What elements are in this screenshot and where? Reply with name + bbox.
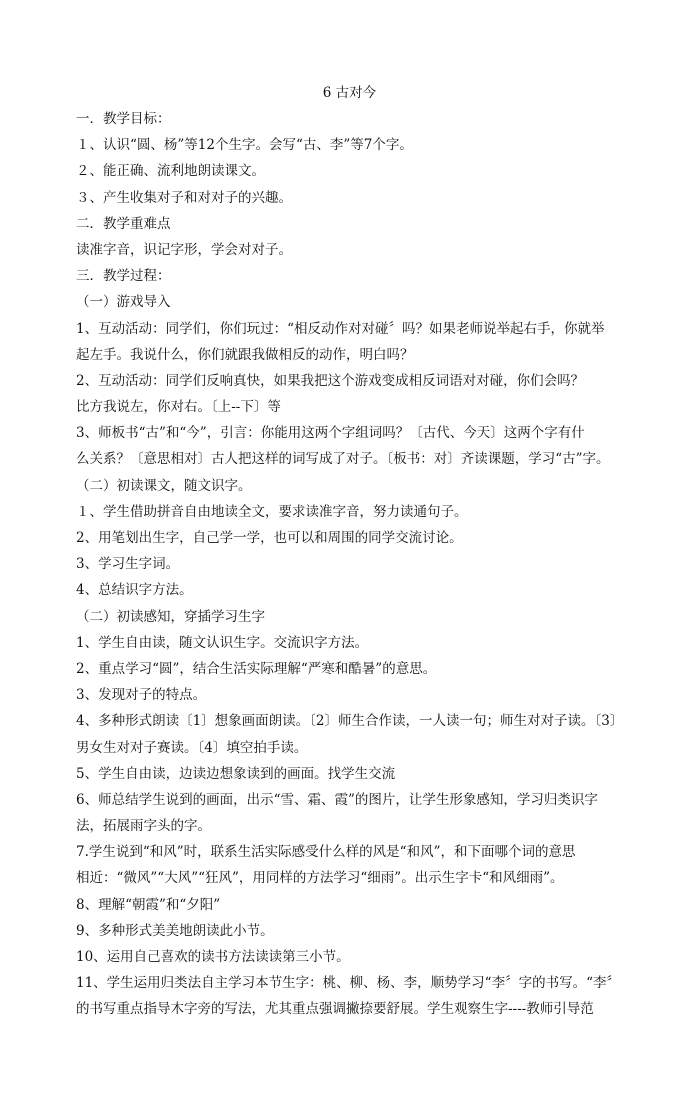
text-line: 一．教学目标： xyxy=(76,111,171,127)
text-line: 11、学生运用归类法自主学习本节生字：桃、柳、杨、李，顺势学习“李〞字的书写。“李〞 xyxy=(76,975,620,992)
text-line: １、学生借助拼音自由地读全文，要求读准字音，努力读通句子。 xyxy=(76,503,468,520)
text-line: ３、产生收集对子和对对子的兴趣。 xyxy=(76,189,292,206)
text-line: 男女生对对子赛读。〔4〕填空拍手读。 xyxy=(76,739,308,756)
text-line: 3、师板书“古”和“今”，引言：你能用这两个字组词吗？〔古代、今天〕这两个字有什 xyxy=(76,425,585,442)
text-line: 2、用笔划出生字，自己学一学，也可以和周围的同学交流讨论。 xyxy=(76,530,463,546)
text-line: 1、互动活动：同学们，你们玩过：“相反动作对对碰〞吗？如果老师说举起右手，你就举 xyxy=(76,320,605,337)
text-line: 10、运用自己喜欢的读书方法读读第三小节。 xyxy=(76,949,350,965)
text-line: 4、多种形式朗读〔1〕想象画面朗读。〔2〕师生合作读，一人读一句；师生对对子读。〔3〕 xyxy=(76,713,624,730)
text-line: １、认识“圆、杨”等12个生字。会写“古、李”等7个字。 xyxy=(76,137,413,154)
document-body xyxy=(76,106,636,1023)
text-line: 2、互动活动：同学们反响真快，如果我把这个游戏变成相反词语对对碰，你们会吗？ xyxy=(76,372,585,389)
text-line: 相近：“微风”“大风”“狂风”，用同样的方法学习“细雨”。出示生字卡“和风细雨”。 xyxy=(76,870,564,887)
text-line: 三．教学过程： xyxy=(76,268,171,285)
text-line: 7.学生说到“和风”时，联系生活实际感受什么样的风是“和风”，和下面哪个词的意思 xyxy=(76,844,576,861)
text-line: 2、重点学习“圆”，结合生活实际理解“严寒和酷暑”的意思。 xyxy=(76,660,437,677)
text-line: 么关系？〔意思相对〕古人把这样的词写成了对子。〔板书：对〕齐读课题，学习“古”字。 xyxy=(76,451,610,468)
text-line: （二）初读课文，随文识字。 xyxy=(76,477,252,494)
text-line: （二）初读感知，穿插学习生字 xyxy=(76,608,265,625)
text-line: 3、发现对子的特点。 xyxy=(76,687,207,704)
text-line: 法，拓展雨字头的字。 xyxy=(76,818,211,835)
text-line: 二．教学重难点 xyxy=(76,215,171,232)
text-line: 读准字音，识记字形，学会对对子。 xyxy=(76,241,292,258)
text-line: 4、总结识字方法。 xyxy=(76,582,193,599)
text-line: 的书写重点指导木字旁的写法，尤其重点强调撇捺要舒展。学生观察生字----教师引导范 xyxy=(76,1001,594,1018)
text-line: 5、学生自由读，边读边想象读到的画面。找学生交流 xyxy=(76,765,396,782)
text-line: 9、多种形式美美地朗读此小节。 xyxy=(76,922,274,939)
text-line: 比方我说左，你对右。〔上--下〕等 xyxy=(76,399,281,416)
text-line: ２、能正确、流利地朗读课文。 xyxy=(76,163,265,180)
text-line: 起左手。我说什么，你们就跟我做相反的动作，明白吗？ xyxy=(76,346,414,363)
text-line: 8、理解“朝霞”和“夕阳” xyxy=(76,896,221,913)
text-line: 6、师总结学生说到的画面，出示“雪、霜、霞”的图片，让学生形象感知，学习归类识字 xyxy=(76,791,598,808)
text-line: 3、学习生字词。 xyxy=(76,556,180,573)
document-title: 6 古对今 xyxy=(322,85,377,101)
text-line: （一）游戏导入 xyxy=(76,294,171,311)
text-line: 1、学生自由读，随文认识生字。交流识字方法。 xyxy=(76,634,369,651)
